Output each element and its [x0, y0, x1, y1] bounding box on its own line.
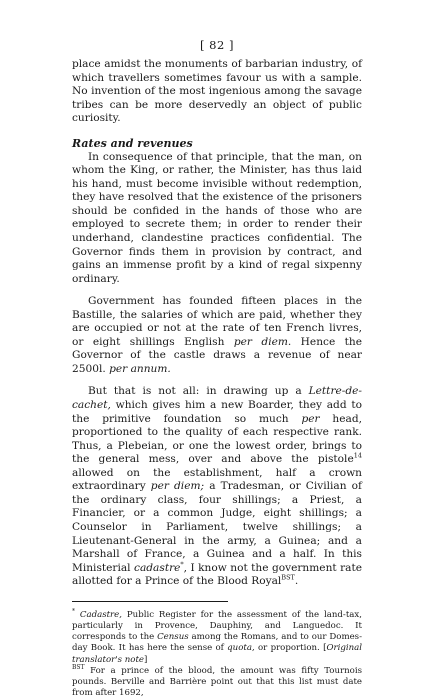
paragraph-rates: In consequence of that principle, that the man, on whom the King, or rather, the Minister, has thus laid his hand, must become invisible without redemption, they have resolved that the existence of the prisoners should be confided in the hands of those who are employed to secrete them; in order to render their underhand, clandestine practices confidential. The Governor finds them in provision by contract, and gains an immense profit by a kind of regal sixpenny ordinary.: [72, 150, 362, 285]
footnote-ref: *: [180, 560, 184, 569]
footnote-divider: [72, 601, 228, 602]
paragraph-continuation: place amidst the monuments of barbarian industry, of which travellers sometimes favour us with a sample. No invention of the most ingenious among the savage tribes can be more deservedly an object of public curiosity.: [72, 58, 362, 125]
paragraph-gap: [72, 376, 362, 385]
paragraph-lettre-de-cachet: [72, 385, 362, 588]
text-run: a Tradesman, or Civilian of the ordinary class, four shillings; a Priest, a Financier, or a common Judge, eight shillings; a Counselor in Parliament, twelve shillings; a Lieutenant-General in the army, a Guinea; and a Marshall of France, a Guinea and a half. In this Ministerial: [72, 480, 362, 574]
footnote-ref: BST: [281, 573, 295, 582]
footnote-prince: [72, 663, 362, 699]
footnote-cadastre: [72, 607, 362, 666]
footnote-mark: *: [72, 607, 75, 615]
text-run: or proportion. [: [254, 643, 327, 654]
paragraph-gap: [72, 286, 362, 295]
text-run: head, proportioned to the quality of each respective rank. Thus, a Plebeian, or one the lowest order, brings to the general mess, over and above the pistole: [72, 412, 362, 466]
text-run: But that is not all: in drawing up a: [88, 385, 309, 398]
italic-run: Lettre-de-cachet,: [72, 385, 362, 412]
page-number: [ 82 ]: [200, 38, 234, 52]
footnote-ref: 14: [353, 451, 362, 460]
text-run: which gives him a new Boarder, they add to the primitive foundation so much: [72, 399, 362, 425]
document-page: [72, 38, 362, 699]
italic-run: Original translator's note: [72, 643, 362, 665]
footnote-mark: BST: [72, 663, 85, 671]
text-run: For a prince of the blood, the amount was fifty Tournois pounds. Berville and Barrière point out that this list must date from after 1692,: [72, 665, 362, 699]
italic-run: per: [301, 412, 320, 425]
text-run: Public Register for the assessment of the land-tax, particularly in Provence, Dauphiny, and Languedoc. It corresponds to the: [72, 609, 362, 643]
text-run: Hence the Governor of the castle draws a revenue of near 2500l.: [72, 335, 362, 375]
text-run: , I know not the government rate allotted for a Prince of the Blood Royal: [72, 561, 363, 588]
italic-run: per annum.: [109, 362, 171, 375]
text-run: .: [294, 575, 299, 588]
text-run: Government has founded fifteen places in the Bastille, the salaries of which are paid, whether they are occupied or not at the rate of ten French livres, or eight shillings English: [72, 295, 362, 348]
text-run: among the Romans, and to our Domes-day Book. It has here the sense of: [72, 632, 362, 654]
paragraph-gap: [72, 126, 362, 135]
italic-run: cadastre: [134, 561, 181, 574]
paragraph-government: [72, 295, 362, 376]
italic-run: Cadastre,: [79, 609, 122, 620]
text-run: allowed on the establishment, half a crown extraordinary: [72, 466, 362, 493]
section-heading: Rates and revenues: [72, 136, 193, 150]
italic-run: quota,: [227, 643, 255, 654]
italic-run: per diem;: [150, 480, 205, 493]
text-run: ]: [144, 654, 148, 665]
italic-run: per diem.: [233, 335, 292, 348]
italic-run: Census: [157, 632, 189, 643]
